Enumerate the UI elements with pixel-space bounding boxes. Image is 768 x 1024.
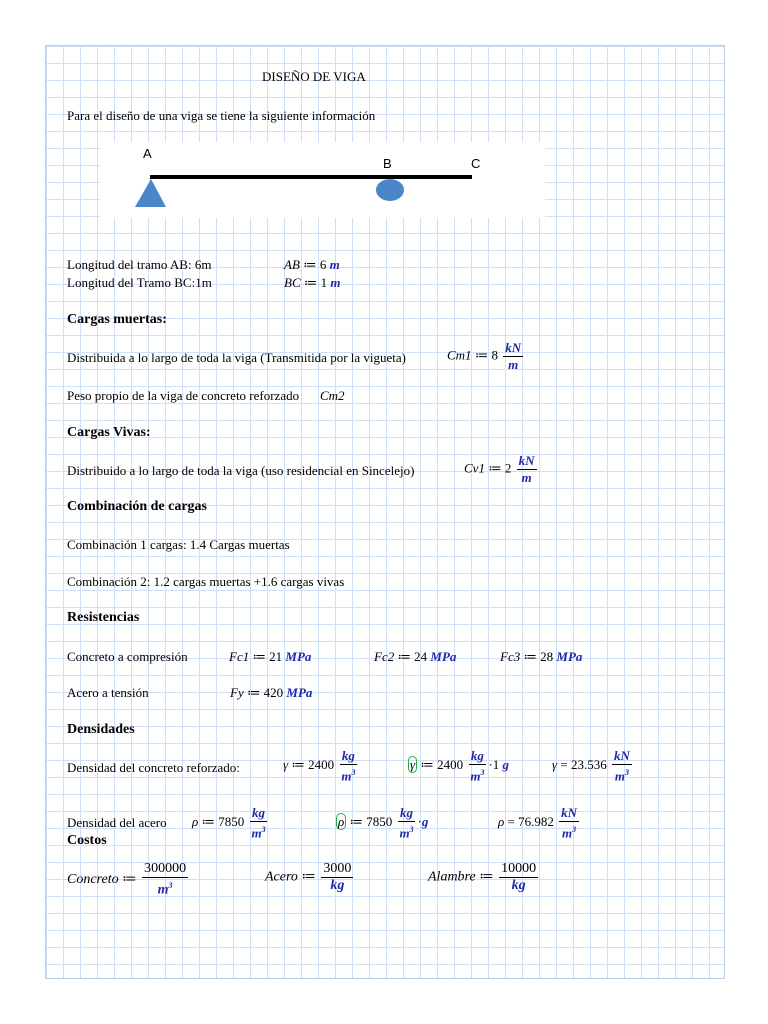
- costo-acero-definition[interactable]: Acero ≔ $\frac{3000}{kg}$: [265, 861, 352, 893]
- combinacion-1-text: Combinación 1 cargas: 1.4 Cargas muertas: [67, 537, 290, 552]
- rho-definition[interactable]: ρ ≔ 7850 $\frac{kg}{m^3}$: [192, 805, 266, 841]
- cm1-var: Cm1: [447, 347, 472, 363]
- longitud-ab-text: Longitud del tramo AB: 6m: [67, 257, 212, 272]
- fc3-definition[interactable]: Fc3 ≔ 28 MPa: [500, 649, 583, 664]
- gamma-result[interactable]: γ = 23.536 $\frac{kN}{m^3}$: [552, 748, 630, 784]
- costo-concreto-var: Concreto: [67, 872, 119, 888]
- rho-value: 7850: [218, 814, 245, 830]
- label-b: B: [383, 156, 392, 171]
- gamma-redefinition-unit-den: $m^3$: [470, 768, 485, 784]
- combinacion-2-text: Combinación 2: 1.2 cargas muertas +1.6 cargas vivas: [67, 574, 345, 589]
- fc1-value: 21: [269, 649, 283, 664]
- rho-redefinition-warning[interactable]: ρ: [338, 814, 345, 830]
- fc2-value: 24: [414, 649, 428, 664]
- gamma-result-unit: [612, 749, 632, 783]
- costo-acero-fraction: [321, 862, 353, 893]
- costo-alambre-definition[interactable]: Alambre ≔ $\frac{10000}{kg}$: [428, 861, 537, 893]
- rho-redefinition[interactable]: ρ ≔ 7850 $\frac{kg}{m^3}$ ·g: [338, 805, 429, 841]
- costo-acero-value: 3000: [323, 861, 352, 876]
- fc3-var: Fc3: [500, 649, 521, 664]
- rho-result-unit-den: $m^3$: [561, 825, 577, 841]
- gamma-unit: [339, 749, 357, 783]
- fc3-value: 28: [540, 649, 554, 664]
- bc-value: 1: [320, 275, 328, 290]
- longitud-bc-text: Longitud del Tramo BC:1m: [67, 275, 212, 290]
- rho-unit-den: $m^3$: [251, 825, 266, 841]
- densidad-acero-text: Densidad del acero: [67, 815, 167, 830]
- gamma-redefinition-unit-num: kg: [470, 748, 484, 763]
- cm1-value: 8: [491, 347, 498, 363]
- costo-concreto-fraction: [142, 862, 188, 898]
- gamma-redefinition[interactable]: γ ≔ 2400 $\frac{kg}{m^3}$ ·1 g: [410, 748, 510, 784]
- beam-diagram-svg: [100, 142, 545, 218]
- cv1-var: Cv1: [464, 460, 485, 476]
- rho-result-value: 76.982: [518, 814, 554, 830]
- costo-acero-unit: kg: [330, 878, 345, 893]
- label-a: A: [143, 146, 152, 161]
- densidades-heading: Densidades: [67, 722, 135, 737]
- bc-var: BC: [284, 275, 301, 290]
- ab-definition[interactable]: AB ≔ 6 m: [284, 257, 340, 272]
- cv1-definition[interactable]: Cv1 ≔ 2 $\frac{kN}{m}$: [464, 453, 535, 485]
- peso-propio-text: Peso propio de la viga de concreto reforzado: [67, 388, 300, 403]
- fy-definition[interactable]: Fy ≔ 420 MPa: [230, 685, 313, 700]
- gamma-unit-num: kg: [341, 748, 355, 763]
- rho-result[interactable]: ρ = 76.982 $\frac{kN}{m^3}$: [498, 805, 577, 841]
- densidad-concreto-text: Densidad del concreto reforzado:: [67, 760, 240, 775]
- cm2-var[interactable]: Cm2: [320, 388, 345, 403]
- costo-alambre-value: 10000: [501, 861, 537, 876]
- fc2-var: Fc2: [374, 649, 395, 664]
- cm1-definition[interactable]: Cm1 ≔ 8 $\frac{kN}{m}$: [447, 340, 522, 372]
- gamma-result-value: 23.536: [570, 757, 607, 773]
- costo-concreto-value: 300000: [144, 861, 187, 876]
- cargas-muertas-heading: Cargas muertas:: [67, 312, 167, 327]
- roller-support-icon: [376, 179, 404, 201]
- fc1-definition[interactable]: Fc1 ≔ 21 MPa: [229, 649, 312, 664]
- cm1-unit-den: m: [508, 357, 519, 372]
- cv1-unit-num: kN: [518, 453, 535, 468]
- gamma-definition[interactable]: γ ≔ 2400 $\frac{kg}{m^3}$: [283, 748, 356, 784]
- costo-alambre-unit: kg: [511, 878, 526, 893]
- rho-var: ρ: [192, 814, 199, 830]
- cv1-unit-den: m: [521, 470, 532, 485]
- cv1-description: Distribuido a lo largo de toda la viga (uso residencial en Sincelejo): [67, 463, 415, 478]
- gamma-result-var: γ: [552, 757, 558, 773]
- bc-definition[interactable]: BC ≔ 1 m: [284, 275, 341, 290]
- costo-alambre-var: Alambre: [428, 869, 476, 885]
- fy-unit: MPa: [286, 685, 313, 700]
- intro-text: Para el diseño de una viga se tiene la siguiente información: [67, 108, 376, 123]
- costo-acero-var: Acero: [265, 869, 298, 885]
- rho-redefinition-unit-num: kg: [400, 805, 413, 820]
- gamma-result-unit-den: $m^3$: [614, 768, 629, 784]
- costo-concreto-unit: $m^3$: [157, 881, 173, 898]
- rho-result-unit-num: kN: [561, 805, 577, 820]
- cargas-vivas-heading: Cargas Vivas:: [67, 425, 151, 440]
- fc1-unit: MPa: [285, 649, 312, 664]
- cv1-unit: [517, 454, 537, 485]
- rho-g-unit: g: [421, 814, 429, 830]
- fc1-var: Fc1: [229, 649, 250, 664]
- label-c: C: [471, 156, 481, 171]
- gamma-redefinition-warning[interactable]: γ: [410, 757, 416, 773]
- rho-unit: [249, 806, 267, 840]
- rho-result-unit: [559, 806, 579, 840]
- combinacion-heading: Combinación de cargas: [67, 499, 207, 514]
- gamma-one: 1: [492, 757, 500, 773]
- rho-redefinition-unit-den: $m^3$: [399, 825, 414, 841]
- cm1-unit-num: kN: [505, 340, 522, 355]
- ab-unit: m: [329, 257, 340, 272]
- rho-result-var: ρ: [498, 814, 505, 830]
- rho-redefinition-value: 7850: [366, 814, 393, 830]
- fy-var: Fy: [230, 685, 244, 700]
- costo-concreto-definition[interactable]: Concreto ≔ $\frac{300000}{m^3}$: [67, 861, 187, 898]
- gamma-redefinition-value: 2400: [437, 757, 464, 773]
- costos-heading: Costos: [67, 833, 107, 848]
- beam-line: [150, 175, 472, 179]
- cm1-unit: [503, 341, 523, 372]
- ab-var: AB: [284, 257, 300, 272]
- rho-unit-num: kg: [252, 805, 265, 820]
- bc-unit: m: [330, 275, 341, 290]
- gamma-unit-den: $m^3$: [341, 768, 356, 784]
- fy-value: 420: [263, 685, 284, 700]
- gamma-result-unit-num: kN: [613, 748, 630, 763]
- fc2-definition[interactable]: Fc2 ≔ 24 MPa: [374, 649, 457, 664]
- fc2-unit: MPa: [430, 649, 457, 664]
- gamma-g-unit: g: [502, 757, 510, 773]
- gamma-var: γ: [283, 757, 289, 773]
- gamma-redefinition-unit: [468, 749, 486, 783]
- fc3-unit: MPa: [556, 649, 583, 664]
- cm1-description: Distribuida a lo largo de toda la viga (Transmitida por la vigueta): [67, 350, 407, 365]
- acero-tension-text: Acero a tensión: [67, 685, 149, 700]
- rho-redefinition-unit: [397, 806, 415, 840]
- resistencias-heading: Resistencias: [67, 610, 140, 625]
- costo-alambre-fraction: [499, 862, 538, 893]
- gamma-value: 2400: [308, 757, 335, 773]
- concreto-compresion-text: Concreto a compresión: [67, 649, 188, 664]
- pin-support-icon: [135, 179, 166, 207]
- page-title: DISEÑO DE VIGA: [262, 69, 366, 84]
- cv1-value: 2: [504, 460, 512, 476]
- ab-value: 6: [319, 257, 327, 272]
